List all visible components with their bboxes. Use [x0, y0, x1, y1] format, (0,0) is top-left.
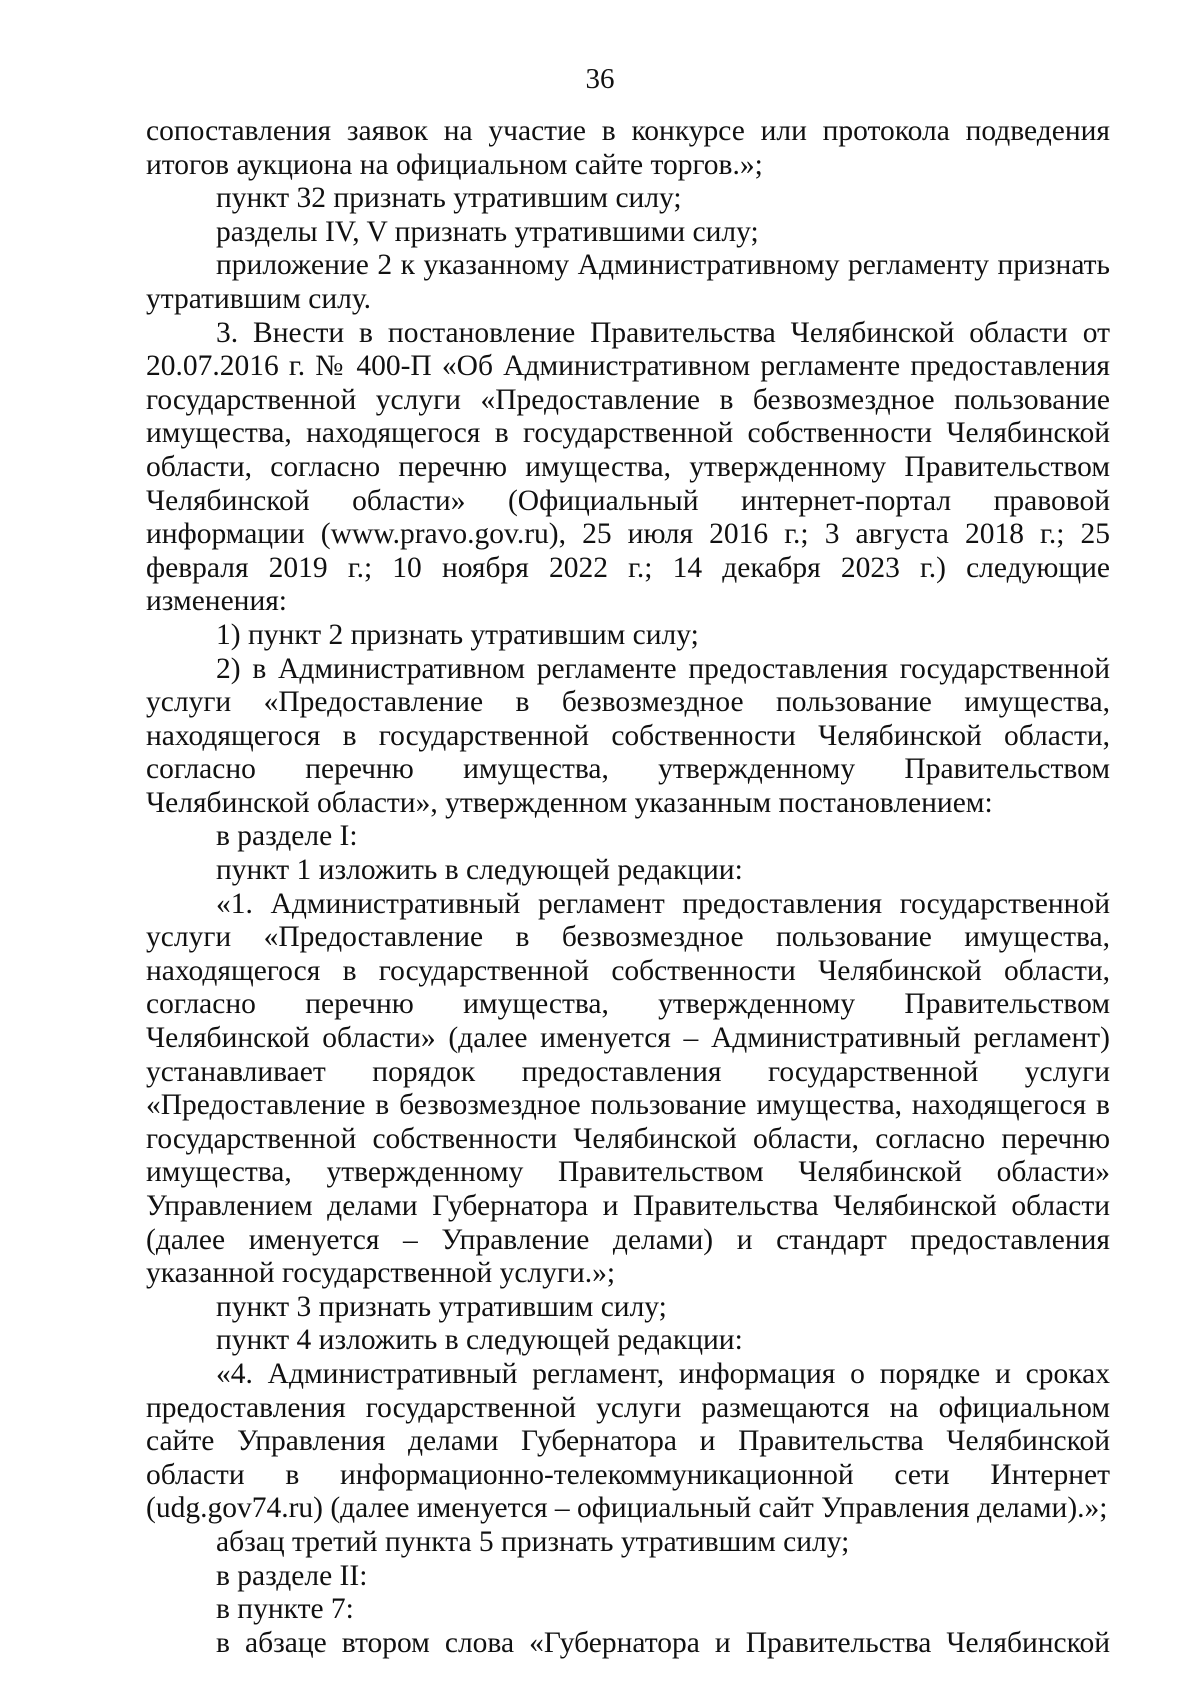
paragraph: разделы IV, V признать утратившими силу; — [216, 215, 759, 248]
paragraph: пункт 1 изложить в следующей редакции: — [216, 854, 743, 887]
paragraph: пункт 3 признать утратившим силу; — [216, 1290, 667, 1323]
paragraph: пункт 4 изложить в следующей редакции: — [216, 1324, 743, 1357]
paragraph-continued: в абзаце втором слова «Губернатора и Правительства Челябинской — [216, 1626, 1110, 1659]
page-number: 36 — [585, 63, 615, 95]
paragraph: «4. Административный регламент, информация о порядке и сроках предоставления государственной услуги размещаются на официальном сайте Управления делами Губернатора и Правительства Челябинской области в информационно-телекоммуникационной сети Интернет (udg.gov74.ru) (далее именуется – официальный сайт Управления делами).»; — [146, 1357, 1110, 1525]
paragraph: в разделе I: — [216, 820, 358, 853]
document-body — [146, 115, 1110, 1660]
paragraph: абзац третий пункта 5 признать утратившим силу; — [216, 1525, 850, 1558]
paragraph: сопоставления заявок на участие в конкурсе или протокола подведения итогов аукциона на официальном сайте торгов.»; — [146, 115, 1110, 181]
paragraph: 3. Внести в постановление Правительства Челябинской области от 20.07.2016 г. № 400-П «Об Административном регламенте предоставления государственной услуги «Предоставление в безвозмездное пользование имущества, находящегося в государственной собственности Челябинской области, согласно перечню имущества, утвержденному Правительством Челябинской области» (Официальный интернет-портал правовой информации (www.pravo.gov.ru), 25 июля 2016 г.; 3 августа 2018 г.; 25 февраля 2019 г.; 10 ноября 2022 г.; 14 декабря 2023 г.) следующие изменения: — [146, 316, 1110, 618]
paragraph: пункт 32 признать утратившим силу; — [216, 182, 682, 215]
paragraph: 2) в Административном регламенте предоставления государственной услуги «Предоставление в безвозмездное пользование имущества, находящегося в государственной собственности Челябинской области, согласно перечню имущества, утвержденному Правительством Челябинской области», утвержденном указанным постановлением: — [146, 652, 1110, 819]
paragraph: в разделе II: — [216, 1559, 368, 1592]
paragraph: приложение 2 к указанному Административному регламенту признать утратившим силу. — [146, 249, 1110, 315]
paragraph: «1. Административный регламент предоставления государственной услуги «Предоставление в безвозмездное пользование имущества, находящегося в государственной собственности Челябинской области, согласно перечню имущества, утвержденному Правительством Челябинской области» (далее именуется – Административный регламент) устанавливает порядок предоставления государственной услуги «Предоставление в безвозмездное пользование имущества, находящегося в государственной собственности Челябинской области, согласно перечню имущества, утвержденному Правительством Челябинской области» Управлением делами Губернатора и Правительства Челябинской области (далее именуется – Управление делами) и стандарт предоставления указанной государственной услуги.»; — [146, 887, 1110, 1290]
paragraph: в пункте 7: — [216, 1593, 354, 1626]
paragraph: 1) пункт 2 признать утратившим силу; — [216, 618, 699, 651]
